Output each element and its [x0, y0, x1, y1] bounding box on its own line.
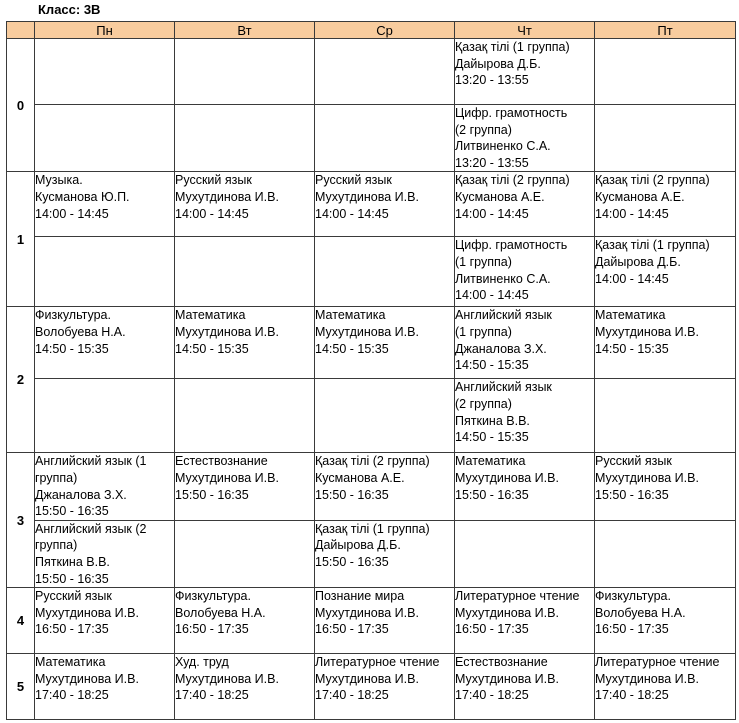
lesson-cell: Қазақ тілі (2 группа) Кусманова А.Е. 14:00 - 14:45 — [595, 172, 736, 237]
lesson-cell: Литературное чтение Мухутдинова И.В. 17:40 - 18:25 — [595, 654, 736, 720]
lesson-cell: Физкультура. Волобуева Н.А. 16:50 - 17:35 — [175, 588, 315, 654]
lesson-cell: Қазақ тілі (1 группа) Дайырова Д.Б. 15:50 - 16:35 — [315, 520, 455, 587]
lesson-number: 2 — [7, 307, 35, 453]
lesson-cell: Физкультура. Волобуева Н.А. 14:50 - 15:35 — [35, 307, 175, 379]
lesson-cell: Литературное чтение Мухутдинова И.В. 16:50 - 17:35 — [455, 588, 595, 654]
lesson-cell: Естествознание Мухутдинова И.В. 17:40 - 18:25 — [455, 654, 595, 720]
lesson-cell: Қазақ тілі (1 группа) Дайырова Д.Б. 14:00 - 14:45 — [595, 237, 736, 307]
lesson-cell — [35, 105, 175, 172]
lesson-cell: Цифр. грамотность (1 группа) Литвиненко С.А. 14:00 - 14:45 — [455, 237, 595, 307]
lesson-cell: Русский язык Мухутдинова И.В. 15:50 - 16:35 — [595, 453, 736, 520]
day-header: Чт — [455, 22, 595, 39]
lesson-cell: Математика Мухутдинова И.В. 14:50 - 15:35 — [315, 307, 455, 379]
lesson-cell: Английский язык (1 группа) Джаналова З.Х. 15:50 - 16:35 — [35, 453, 175, 520]
day-header: Вт — [175, 22, 315, 39]
lesson-cell: Қазақ тілі (2 группа) Кусманова А.Е. 14:00 - 14:45 — [455, 172, 595, 237]
table-row — [7, 39, 736, 105]
lesson-cell: Литературное чтение Мухутдинова И.В. 17:40 - 18:25 — [315, 654, 455, 720]
lesson-cell: Математика Мухутдинова И.В. 15:50 - 16:35 — [455, 453, 595, 520]
lesson-cell: Музыка. Кусманова Ю.П. 14:00 - 14:45 — [35, 172, 175, 237]
lesson-cell — [315, 379, 455, 453]
lesson-cell — [175, 379, 315, 453]
lesson-cell: Английский язык (2 группа) Пяткина В.В. 14:50 - 15:35 — [455, 379, 595, 453]
table-row — [7, 172, 736, 237]
lesson-cell — [315, 105, 455, 172]
day-header: Пт — [595, 22, 736, 39]
lesson-cell: Русский язык Мухутдинова И.В. 16:50 - 17:35 — [35, 588, 175, 654]
lesson-cell: Қазақ тілі (2 группа) Кусманова А.Е. 15:50 - 16:35 — [315, 453, 455, 520]
day-header: Пн — [35, 22, 175, 39]
class-title: Класс: 3В — [38, 2, 101, 17]
lesson-cell: Познание мира Мухутдинова И.В. 16:50 - 17:35 — [315, 588, 455, 654]
day-header: Ср — [315, 22, 455, 39]
lesson-cell: Цифр. грамотность (2 группа) Литвиненко С.А. 13:20 - 13:55 — [455, 105, 595, 172]
lesson-cell — [315, 39, 455, 105]
lesson-number: 1 — [7, 172, 35, 307]
lesson-cell — [175, 105, 315, 172]
lesson-cell: Английский язык (2 группа) Пяткина В.В. 15:50 - 16:35 — [35, 520, 175, 587]
table-row — [7, 520, 736, 587]
lesson-cell — [35, 39, 175, 105]
lesson-cell — [35, 237, 175, 307]
day-header-row — [7, 22, 736, 39]
lesson-number: 0 — [7, 39, 35, 172]
lesson-cell: Физкультура. Волобуева Н.А. 16:50 - 17:35 — [595, 588, 736, 654]
lesson-cell — [315, 237, 455, 307]
table-row — [7, 588, 736, 654]
lesson-cell — [175, 237, 315, 307]
lesson-cell: Естествознание Мухутдинова И.В. 15:50 - 16:35 — [175, 453, 315, 520]
table-row — [7, 237, 736, 307]
lesson-cell — [595, 105, 736, 172]
lesson-cell — [455, 520, 595, 587]
lesson-cell — [595, 379, 736, 453]
table-row — [7, 453, 736, 520]
lesson-cell: Математика Мухутдинова И.В. 14:50 - 15:35 — [175, 307, 315, 379]
table-row — [7, 654, 736, 720]
schedule-table — [6, 21, 736, 720]
lesson-cell: Математика Мухутдинова И.В. 17:40 - 18:25 — [35, 654, 175, 720]
lesson-number: 4 — [7, 588, 35, 654]
lesson-cell: Қазақ тілі (1 группа) Дайырова Д.Б. 13:20 - 13:55 — [455, 39, 595, 105]
lesson-cell: Русский язык Мухутдинова И.В. 14:00 - 14:45 — [315, 172, 455, 237]
lesson-cell — [35, 379, 175, 453]
table-row — [7, 379, 736, 453]
lesson-cell: Английский язык (1 группа) Джаналова З.Х. 14:50 - 15:35 — [455, 307, 595, 379]
lesson-cell — [175, 520, 315, 587]
lesson-cell — [595, 39, 736, 105]
corner-header — [7, 22, 35, 39]
lesson-number: 3 — [7, 453, 35, 588]
lesson-cell — [175, 39, 315, 105]
lesson-cell: Математика Мухутдинова И.В. 14:50 - 15:35 — [595, 307, 736, 379]
table-row — [7, 307, 736, 379]
lesson-cell — [595, 520, 736, 587]
lesson-number: 5 — [7, 654, 35, 720]
table-row — [7, 105, 736, 172]
lesson-cell: Худ. труд Мухутдинова И.В. 17:40 - 18:25 — [175, 654, 315, 720]
lesson-cell: Русский язык Мухутдинова И.В. 14:00 - 14:45 — [175, 172, 315, 237]
